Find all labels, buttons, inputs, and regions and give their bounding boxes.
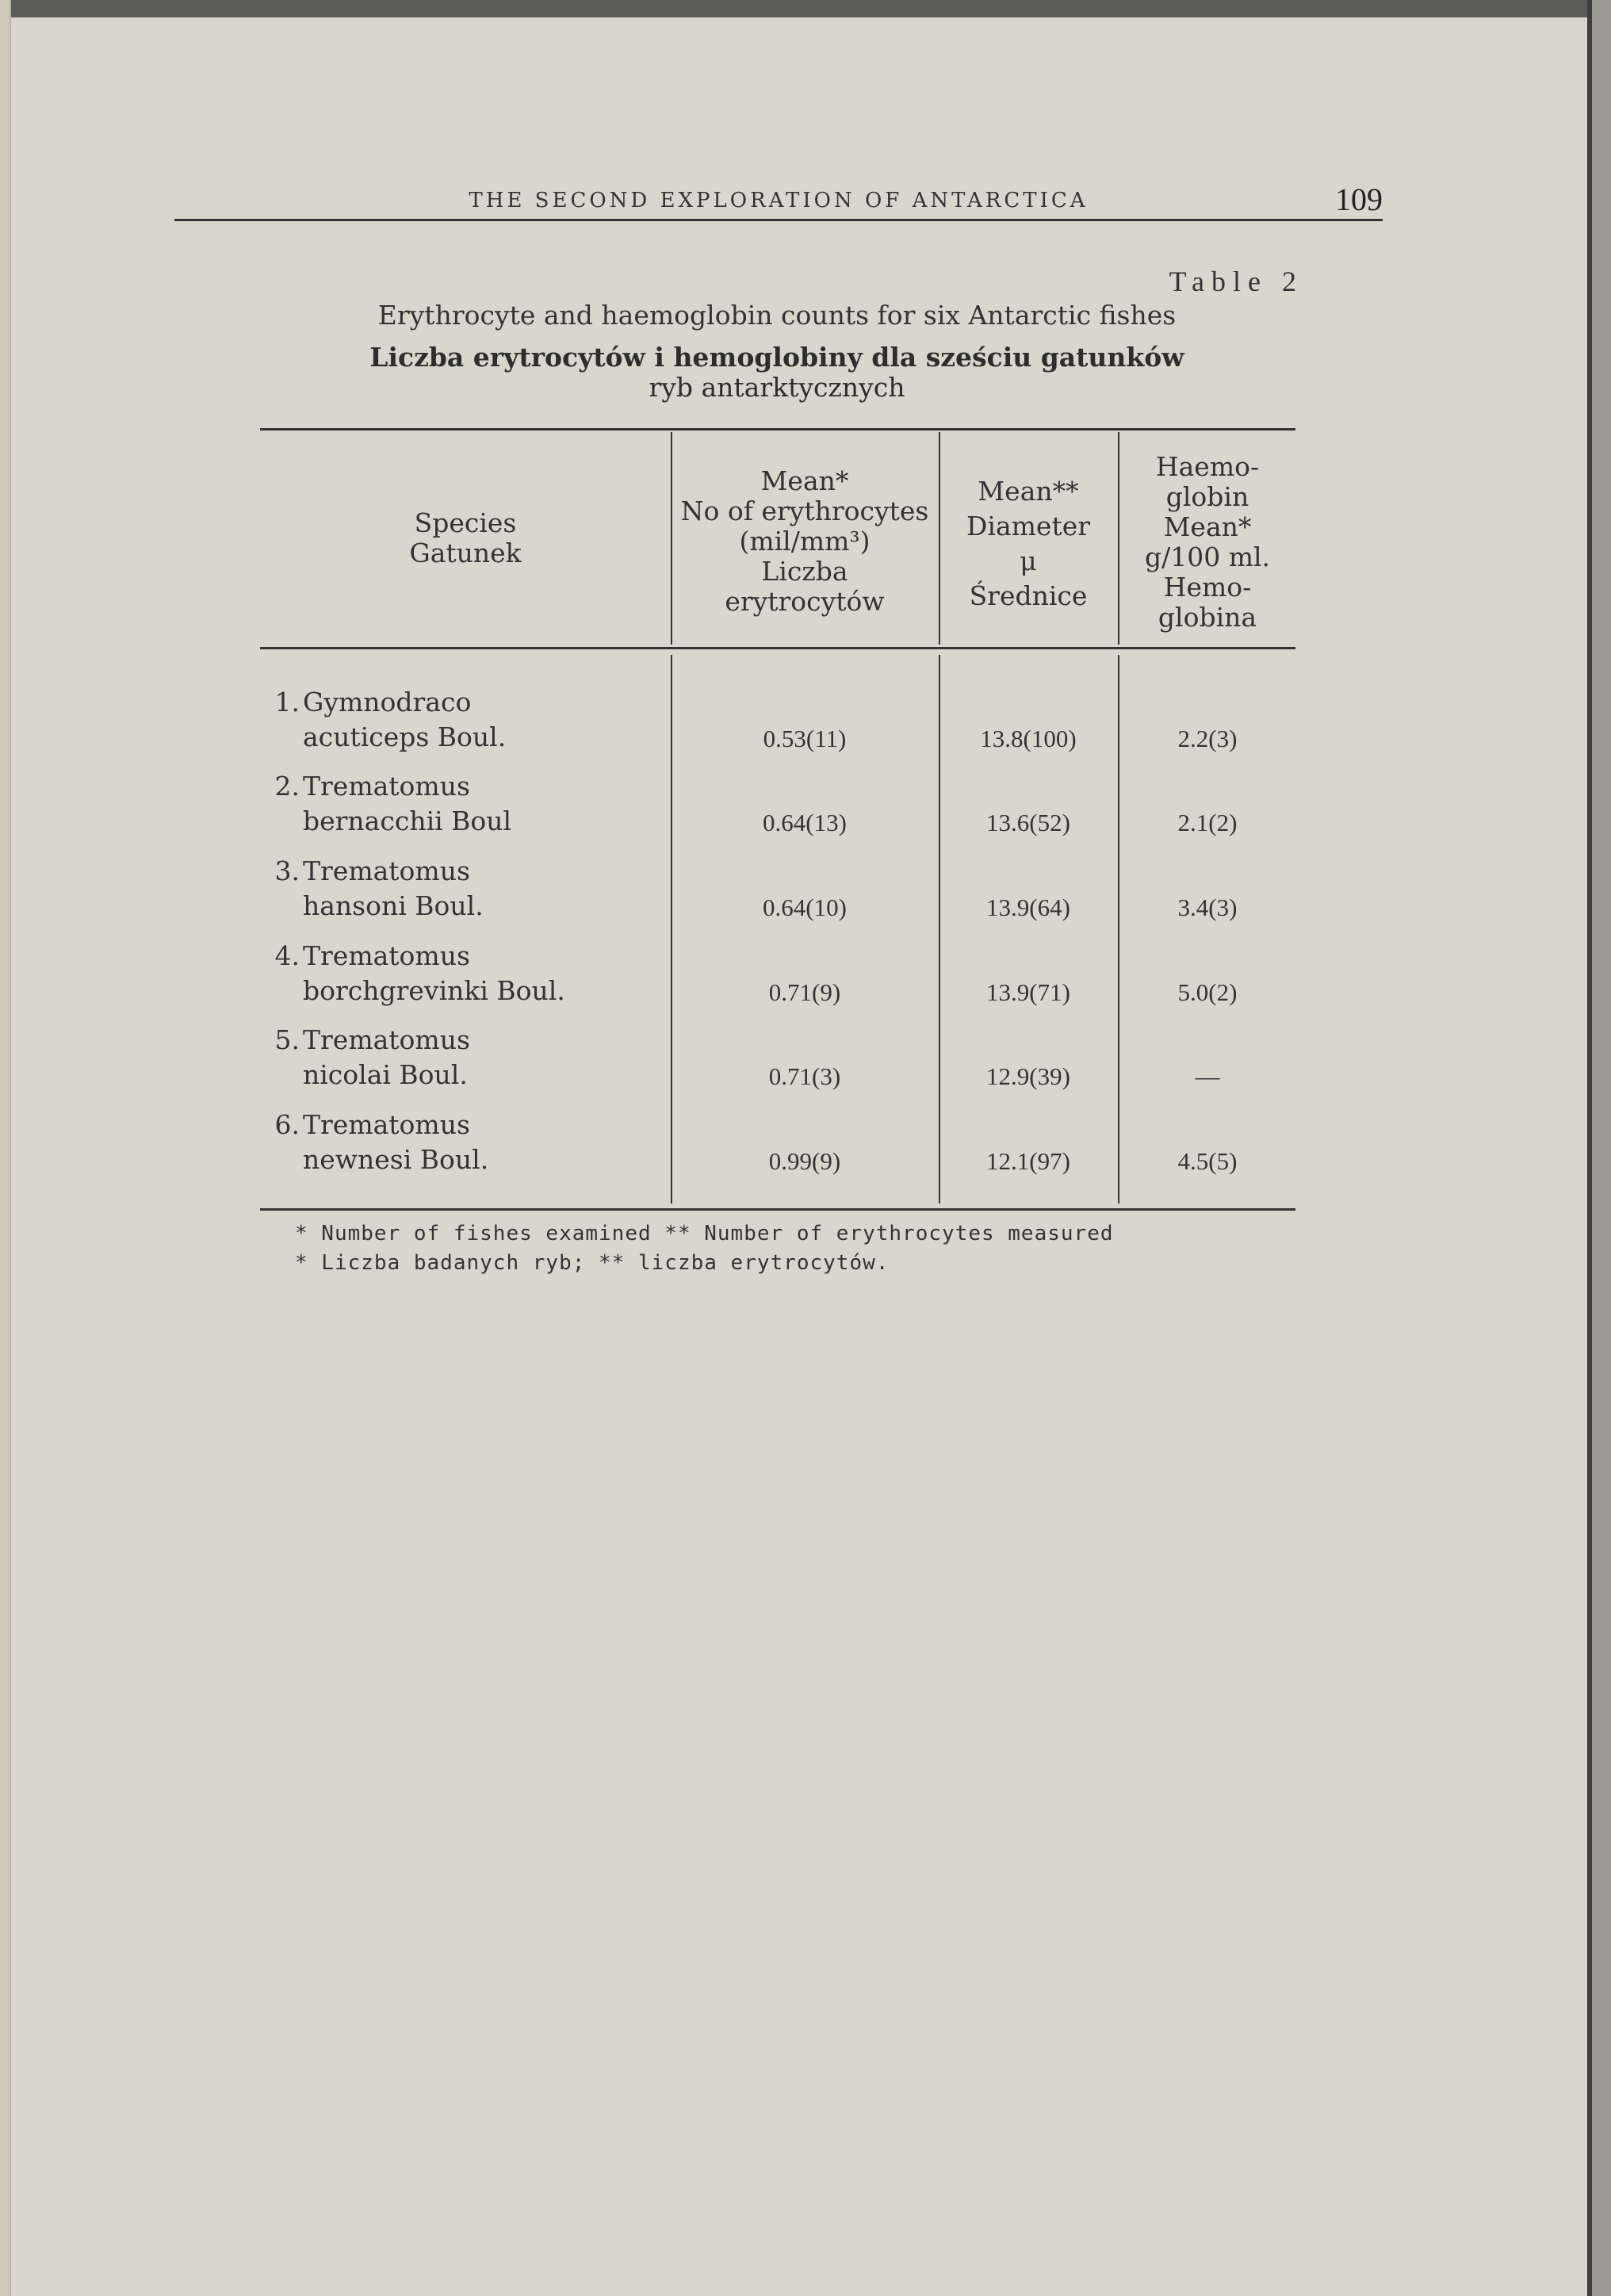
table-bottom-rule xyxy=(260,1208,1295,1211)
table-label: Table 2 xyxy=(1169,266,1303,297)
header-haemoglobin-line: g/100 ml. xyxy=(1144,541,1271,572)
erythrocytes-cell: 0.64(13) xyxy=(763,809,847,836)
running-title: THE SECOND EXPLORATION OF ANTARCTICA xyxy=(469,189,1089,212)
species-name-epithet: nicolai Boul. xyxy=(303,1059,468,1090)
header-species xyxy=(262,508,669,568)
table-header-rule xyxy=(260,647,1295,649)
header-erythrocytes-line: No of erythrocytes xyxy=(680,496,929,526)
erythrocytes-cell: 0.99(9) xyxy=(768,1147,841,1175)
table-caption-polish xyxy=(262,342,1292,403)
species-name-epithet: hansoni Boul. xyxy=(303,890,484,921)
page-edge-top xyxy=(0,0,1611,17)
erythrocytes-cell: 0.71(3) xyxy=(768,1062,841,1090)
header-erythrocytes-line: Mean* xyxy=(760,465,849,496)
haemoglobin-cell: 4.5(5) xyxy=(1177,1147,1238,1175)
haemoglobin-cell: 2.2(3) xyxy=(1177,725,1238,752)
species-name-genus: Trematomus xyxy=(303,855,470,886)
species-name-epithet: bernacchii Boul xyxy=(303,806,512,836)
table-caption-english: Erythrocyte and haemoglobin counts for six Antarctic fishes xyxy=(377,300,1177,331)
erythrocytes-cell: 0.71(9) xyxy=(768,978,841,1006)
header-haemoglobin xyxy=(1119,452,1295,633)
row-number: 4. xyxy=(274,940,300,971)
species-name-genus: Trematomus xyxy=(303,1024,470,1055)
header-haemoglobin-line: globin xyxy=(1165,481,1249,512)
page-edge-left xyxy=(0,0,11,2296)
header-erythrocytes-line: Liczba xyxy=(761,556,848,587)
table-row xyxy=(260,769,672,840)
header-haemoglobin-line: Hemo- xyxy=(1163,572,1252,603)
species-name-genus: Trematomus xyxy=(303,771,470,802)
diameter-cell: 13.9(64) xyxy=(986,894,1070,921)
header-haemoglobin-line: Mean* xyxy=(1163,511,1252,542)
row-number: 1. xyxy=(274,687,300,718)
caption-polish-line-1: Liczba erytrocytów i hemoglobiny dla sześciu gatunków xyxy=(369,342,1184,373)
species-name-epithet: borchgrevinki Boul. xyxy=(303,975,565,1006)
row-number: 3. xyxy=(274,855,300,886)
table-row xyxy=(260,1108,672,1179)
diameter-cell: 13.8(100) xyxy=(980,725,1077,752)
species-name-epithet: acuticeps Boul. xyxy=(303,721,507,752)
header-diameter-line: Średnice xyxy=(969,580,1088,611)
header-haemoglobin-line: Haemo- xyxy=(1155,451,1260,482)
footnote-english: * Number of fishes examined ** Number of erythrocytes measured xyxy=(295,1222,1114,1246)
species-name-epithet: newnesi Boul. xyxy=(303,1144,489,1175)
diameter-cell: 13.6(52) xyxy=(986,809,1070,836)
header-diameter-line: Diameter xyxy=(966,511,1091,541)
header-erythrocytes-line: erytrocytów xyxy=(725,586,885,617)
species-name-genus: Trematomus xyxy=(303,940,470,971)
diameter-cell: 13.9(71) xyxy=(986,978,1070,1006)
diameter-cell: 12.9(39) xyxy=(986,1062,1070,1090)
header-diameter xyxy=(940,474,1116,614)
erythrocytes-cell: 0.64(10) xyxy=(763,894,847,921)
species-name-genus: Gymnodraco xyxy=(303,687,472,718)
header-erythrocytes-line: (mil/mm³) xyxy=(739,526,871,557)
row-number: 2. xyxy=(274,771,300,802)
table-row xyxy=(260,939,672,1010)
header-species-line: Species xyxy=(414,507,517,538)
haemoglobin-cell: 2.1(2) xyxy=(1177,809,1238,836)
table-row xyxy=(260,685,672,756)
header-diameter-line: Mean** xyxy=(978,476,1079,507)
header-diameter-line: μ xyxy=(1020,545,1037,576)
header-species-line: Gatunek xyxy=(409,538,522,568)
header-erythrocytes xyxy=(672,466,937,617)
caption-polish-line-2: ryb antarktycznych xyxy=(649,372,905,403)
table-row xyxy=(260,854,672,925)
row-number: 5. xyxy=(274,1024,300,1055)
haemoglobin-cell: 3.4(3) xyxy=(1177,894,1238,921)
page-number: 109 xyxy=(1335,182,1383,217)
running-header xyxy=(174,184,1383,221)
species-name-genus: Trematomus xyxy=(303,1109,470,1140)
haemoglobin-cell: 5.0(2) xyxy=(1177,978,1238,1006)
haemoglobin-cell: — xyxy=(1195,1062,1220,1090)
page-edge-right xyxy=(1592,0,1611,2296)
erythrocytes-cell: 0.53(11) xyxy=(763,725,847,752)
table-row xyxy=(260,1023,672,1094)
diameter-cell: 12.1(97) xyxy=(986,1147,1070,1175)
footnote-polish: * Liczba badanych ryb; ** liczba erytrocytów. xyxy=(295,1251,890,1275)
row-number: 6. xyxy=(274,1109,300,1140)
table-top-rule xyxy=(260,428,1295,430)
header-haemoglobin-line: globina xyxy=(1158,602,1257,633)
